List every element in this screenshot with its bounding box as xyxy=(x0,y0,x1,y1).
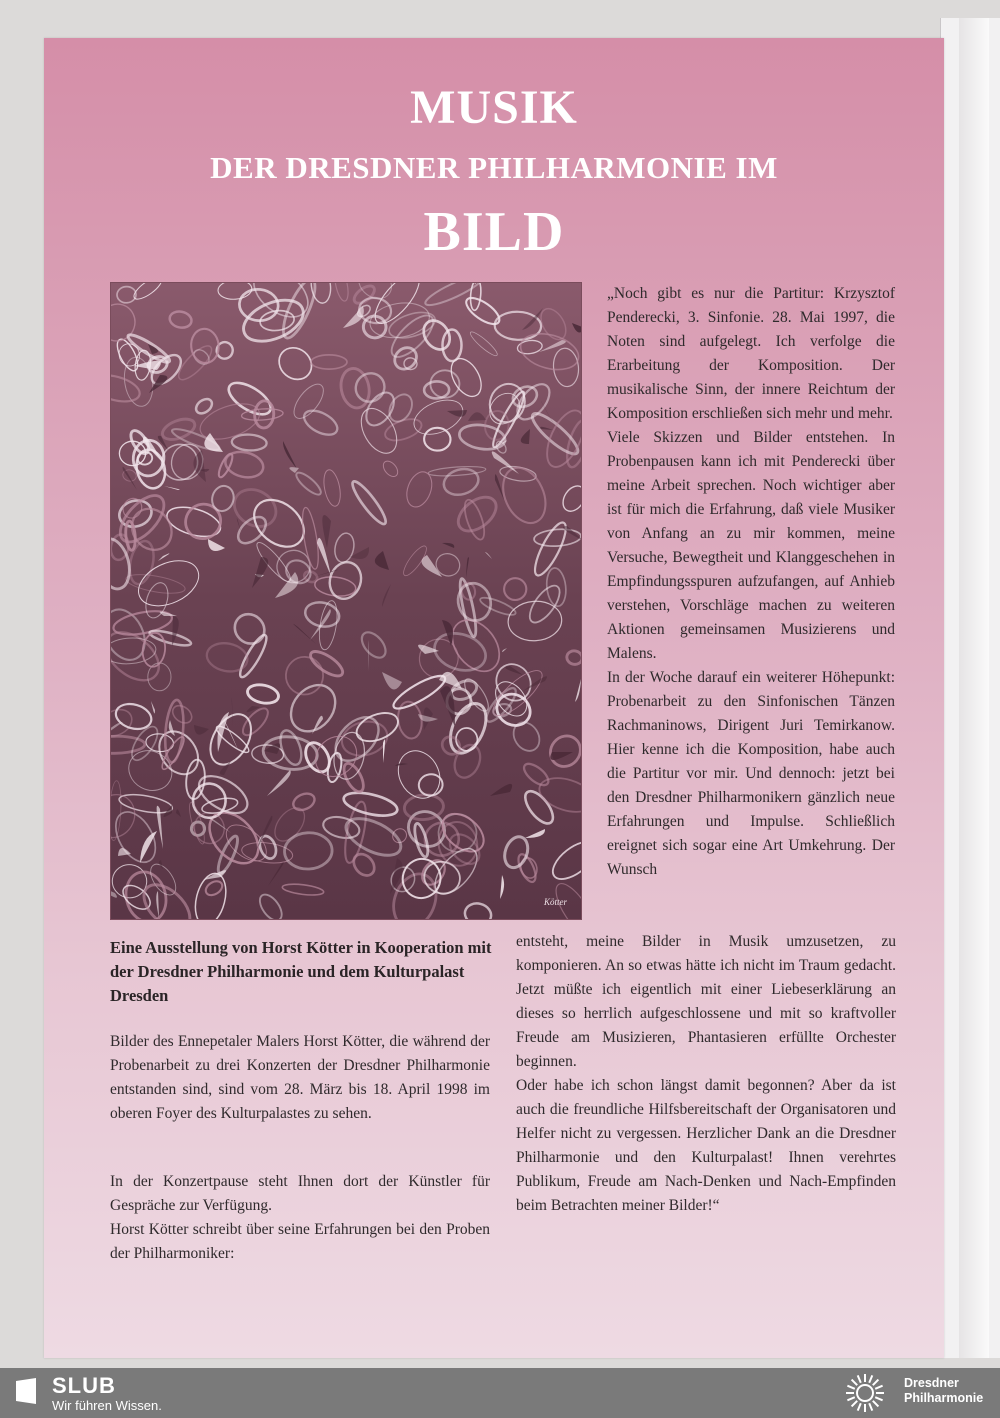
adjacent-page-edge xyxy=(940,18,1000,1358)
artist-quote-column-top xyxy=(607,282,895,882)
exhibition-paragraph-1: Bilder des Ennepetaler Malers Horst Kötter, die während der Probenarbeit zu drei Konzerten der Dresdner Philharmonie entstanden sind, sind vom 28. März bis 18. April 1998 im oberen Foyer des Kulturpalastes zu sehen. xyxy=(110,1033,490,1122)
logo-ray xyxy=(875,1386,882,1389)
logo-ray xyxy=(852,1380,858,1386)
title-bild: BILD xyxy=(423,201,565,263)
artwork-painting xyxy=(110,282,582,920)
logo-ray xyxy=(847,1397,854,1400)
quote-paragraph-2: Viele Skizzen und Bilder entstehen. In Probenpausen kann ich mit Penderecki über meine Arbeit sprechen. Noch wichtiger aber ist für mich die Erfahrung, daß viele Musiker von Anfang an zu mir kommen, meine Versuche, Bewegtheit und Klanggeschehen in Empfindungsspuren aufzufangen, auf Anhieb verstehen, Vorschläge machen zu weiteren Aktionen gemeinsamen Musizierens und Malens. xyxy=(607,429,895,662)
logo-ray xyxy=(858,1375,861,1382)
philharmonie-name[interactable] xyxy=(904,1376,1000,1406)
quote-paragraph-3a: In der Woche darauf ein weiterer Höhepunkt: Probenarbeit zu den Sinfonischen Tänzen Rachmaninows, Dirigent Juri Temirkanow. Hier kenne ich die Komposition, habe auch die Partitur vor mir. Und dennoch: jetzt bei den Dresdner Philharmonikern gänzlich neue Erfahrungen und Impulse. Schließlich ereignet sich sogar eine Art Umkehrung. Der Wunsch xyxy=(607,669,895,878)
philharmonie-name-line-2: Philharmonie xyxy=(904,1391,984,1405)
logo-ray xyxy=(869,1375,872,1382)
brochure-page xyxy=(44,38,944,1358)
logo-ray xyxy=(873,1401,879,1407)
artist-signature: Kötter xyxy=(543,897,567,907)
quote-paragraph-4: Oder habe ich schon längst damit begonnen? Aber da ist auch die freundliche Hilfsbereitschaft der Organisatoren und Helfer nicht zu vergessen. Herzlicher Dank an die Dresdner Philharmonie und den Kulturpalast! Ihnen verehrtes Publikum, Freude am Nach-Denken und Nach-Empfinden beim Betrachten meiner Bilder!“ xyxy=(516,1077,896,1214)
viewer-footer-bar xyxy=(0,1368,1000,1418)
logo-ray xyxy=(873,1380,879,1386)
logo-ray xyxy=(847,1386,854,1389)
exhibition-paragraph-2: In der Konzertpause steht Ihnen dort der Künstler für Gespräche zur Verfügung. xyxy=(110,1173,490,1214)
artist-quote-column-bottom xyxy=(516,930,896,1218)
logo-ray xyxy=(869,1403,872,1410)
abstract-painting-graphic xyxy=(111,283,581,919)
exhibition-heading: Eine Ausstellung von Horst Kötter in Kooperation mit der Dresdner Philharmonie und dem Kulturpalast Dresden xyxy=(110,938,492,1005)
slub-name[interactable]: SLUB xyxy=(52,1373,116,1398)
logo-ray xyxy=(875,1397,882,1400)
logo-ray xyxy=(852,1401,858,1407)
quote-paragraph-1: „Noch gibt es nur die Partitur: Krzysztof Penderecki, 3. Sinfonie. 28. Mai 1997, die Noten sind aufgelegt. Ich verfolge die Erarbeitung der Komposition. Der musikalische Sinn, der innere Reichtum der Komposition erschließen sich mehr und mehr. xyxy=(607,285,895,422)
adjacent-page-fold xyxy=(959,18,989,1358)
logo-ray xyxy=(858,1403,861,1410)
exhibition-paragraph-3: Horst Kötter schreibt über seine Erfahrungen bei den Proben der Philharmoniker: xyxy=(110,1221,490,1262)
quote-paragraph-3b: entsteht, meine Bilder in Musik umzusetzen, zu komponieren. An so etwas hätte ich nicht im Traum gedacht. Jetzt müßte ich eigentlich mit einer Liebeserklärung an dieses so herrlich aufgeschlossene und mit so kraftvoller Freude am Musizieren, Phantasieren erfüllte Orchester beginnen. xyxy=(516,933,896,1070)
title-subtitle: DER DRESDNER PHILHARMONIE IM xyxy=(210,150,778,185)
philharmonie-name-line-1: Dresdner xyxy=(904,1376,959,1390)
slub-tagline: Wir führen Wissen. xyxy=(52,1398,162,1413)
title-musik: MUSIK xyxy=(410,81,578,134)
slub-logo-icon[interactable] xyxy=(14,1377,38,1405)
philharmonie-logo-icon[interactable] xyxy=(842,1372,888,1414)
